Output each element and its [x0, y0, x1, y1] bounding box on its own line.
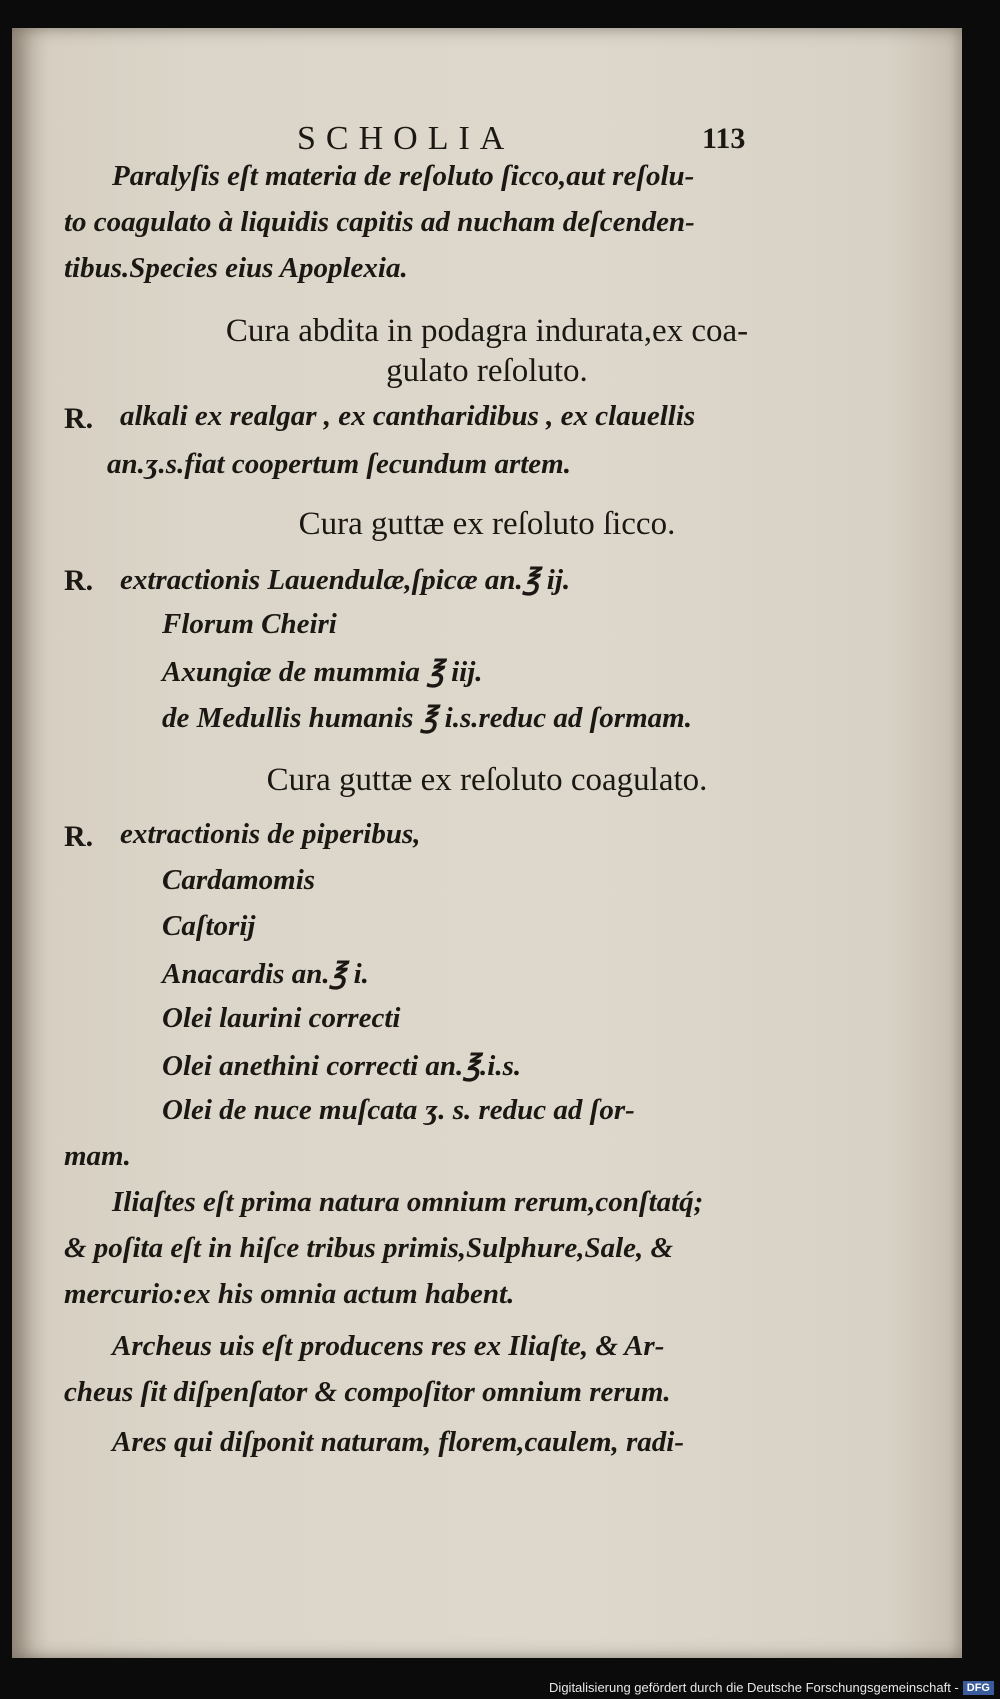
section3-line-4: Anacardis an.℥ i. — [162, 958, 369, 990]
section3-line-6: Olei anethini correcti an.℥.i.s. — [162, 1050, 522, 1082]
section3-line-2: Cardamomis — [162, 864, 316, 896]
paralysis-line-3: tibus.Species eius Apoplexia. — [64, 252, 408, 284]
iliastes-line-3: mercurio:ex his omnia actum habent. — [64, 1278, 515, 1310]
archeus-line-1: Archeus uis eſt producens res ex Iliaſte, & Ar- — [112, 1330, 665, 1362]
archeus-line-2: cheus ſit diſpenſator & compoſitor omnium rerum. — [64, 1376, 671, 1408]
paralysis-line-1: Paralyſis eſt materia de reſoluto ſicco,aut reſolu- — [112, 160, 695, 192]
section1-heading-line-2: gulato reſoluto. — [386, 353, 588, 389]
book-page — [12, 28, 962, 1658]
dfg-logo: DFG — [963, 1681, 994, 1695]
section3-line-7: Olei de nuce muſcata ʒ. s. reduc ad ſor- — [162, 1094, 635, 1126]
credit-text: Digitalisierung gefördert durch die Deutsche Forschungsgemeinschaft - — [549, 1680, 959, 1695]
section3-heading: Cura guttæ ex reſoluto coagulato. — [266, 762, 708, 798]
section2-line-2: Florum Cheiri — [162, 608, 337, 640]
digitization-credit — [549, 1680, 994, 1695]
section1-line-2: an.ʒ.s.fiat coopertum ſecundum artem. — [107, 448, 571, 480]
ares-line-1: Ares qui diſponit naturam, florem,caulem, radi- — [112, 1426, 684, 1458]
section3-line-1: extractionis de piperibus, — [120, 818, 421, 850]
iliastes-line-2: & poſita eſt in hiſce tribus primis,Sulphure,Sale, & — [64, 1232, 674, 1264]
section2-heading: Cura guttæ ex reſoluto ſicco. — [298, 506, 676, 542]
paralysis-line-2: to coagulato à liquidis capitis ad nucham deſcenden- — [64, 206, 695, 238]
section2-line-3: Axungiæ de mummia ℥ iij. — [162, 656, 483, 688]
section2-line-4: de Medullis humanis ℥ i.s.reduc ad ſormam. — [162, 702, 692, 734]
section1-line-1: alkali ex realgar , ex cantharidibus , ex clauellis — [120, 400, 696, 432]
iliastes-line-1: Iliaſtes eſt prima natura omnium rerum,conſtatq́; — [112, 1186, 704, 1218]
section2-line-1: extractionis Lauendulæ,ſpicæ an.℥ ij. — [120, 564, 571, 596]
recipe-symbol: R. — [64, 402, 94, 435]
section3-line-5: Olei laurini correcti — [162, 1002, 401, 1034]
recipe-symbol: R. — [64, 820, 94, 853]
section3-line-8: mam. — [64, 1140, 131, 1172]
running-head-title: SCHOLIA — [297, 120, 515, 157]
page-number: 113 — [702, 122, 746, 155]
running-head — [12, 120, 962, 160]
section1-heading-line-1: Cura abdita in podagra indurata,ex coa- — [225, 313, 749, 349]
recipe-symbol: R. — [64, 564, 94, 597]
section3-line-3: Caſtorij — [162, 910, 256, 942]
